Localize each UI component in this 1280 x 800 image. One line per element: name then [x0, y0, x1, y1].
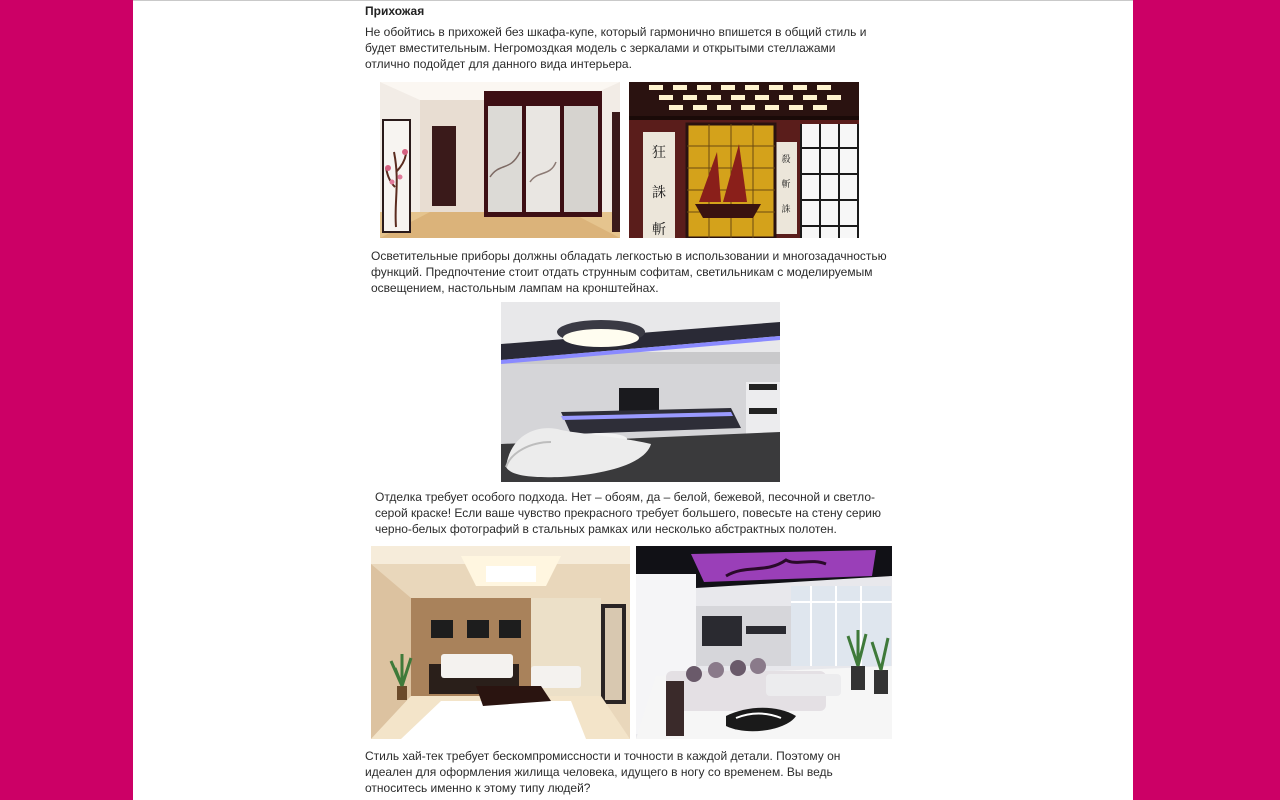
paragraph-1-line-2: будет вместительным. Негромоздкая модель с зеркалами и открытыми стеллажами: [365, 41, 836, 55]
paragraph-3-line-3: черно-белых фотографий в стальных рамках или несколько абстрактных полотен.: [375, 522, 837, 536]
paragraph-4-line-2: идеален для оформления жилища человека, идущего в ногу со временем. Вы ведь: [365, 765, 833, 779]
asian-panel-right-char-2: 斬: [781, 180, 791, 190]
article-page: [133, 0, 1133, 800]
paragraph-4-line-1: Стиль хай-тек требует бескомпромиссности и точности в каждой детали. Поэтому он: [365, 749, 841, 763]
purple-ceiling-living-room-photo: [636, 546, 892, 739]
paragraph-3-line-2: серой краске! Если ваше чувство прекрасного требует большего, повесьте на стену серию: [375, 506, 881, 520]
paragraph-2-line-3: освещением, настольным лампам на кронштейнах.: [371, 281, 659, 295]
paragraph-1-line-3: отлично подойдет для данного вида интерьера.: [365, 57, 632, 71]
paragraph-2-line-1: Осветительные приборы должны обладать легкостью в использовании и многозадачностью: [371, 249, 887, 263]
paragraph-3-line-1: Отделка требует особого подхода. Нет – обоям, да – белой, бежевой, песочной и светло-: [375, 490, 875, 504]
section-heading: Прихожая: [365, 4, 425, 18]
paragraph-1-line-1: Не обойтись в прихожей без шкафа-купе, который гармонично впишется в общий стиль и: [365, 25, 867, 39]
asian-panel-left-char-1: 狂: [652, 145, 666, 161]
hallway-wardrobe-photo: [380, 82, 620, 238]
asian-panel-left-char-2: 誅: [652, 185, 666, 201]
paragraph-4-line-3: относитесь именно к этому типу людей?: [365, 781, 591, 795]
paragraph-2-line-2: функций. Предпочтение стоит отдать струнным софитам, светильникам с моделируемым: [371, 265, 873, 279]
asian-panel-right-char-1: 殺: [781, 155, 791, 165]
beige-living-room-photo: [371, 546, 630, 739]
asian-style-room-photo: [629, 82, 859, 238]
asian-panel-right-char-3: 誅: [781, 205, 791, 215]
asian-panel-left-char-3: 斬: [652, 222, 666, 238]
led-lighting-living-room-photo: [501, 302, 780, 482]
